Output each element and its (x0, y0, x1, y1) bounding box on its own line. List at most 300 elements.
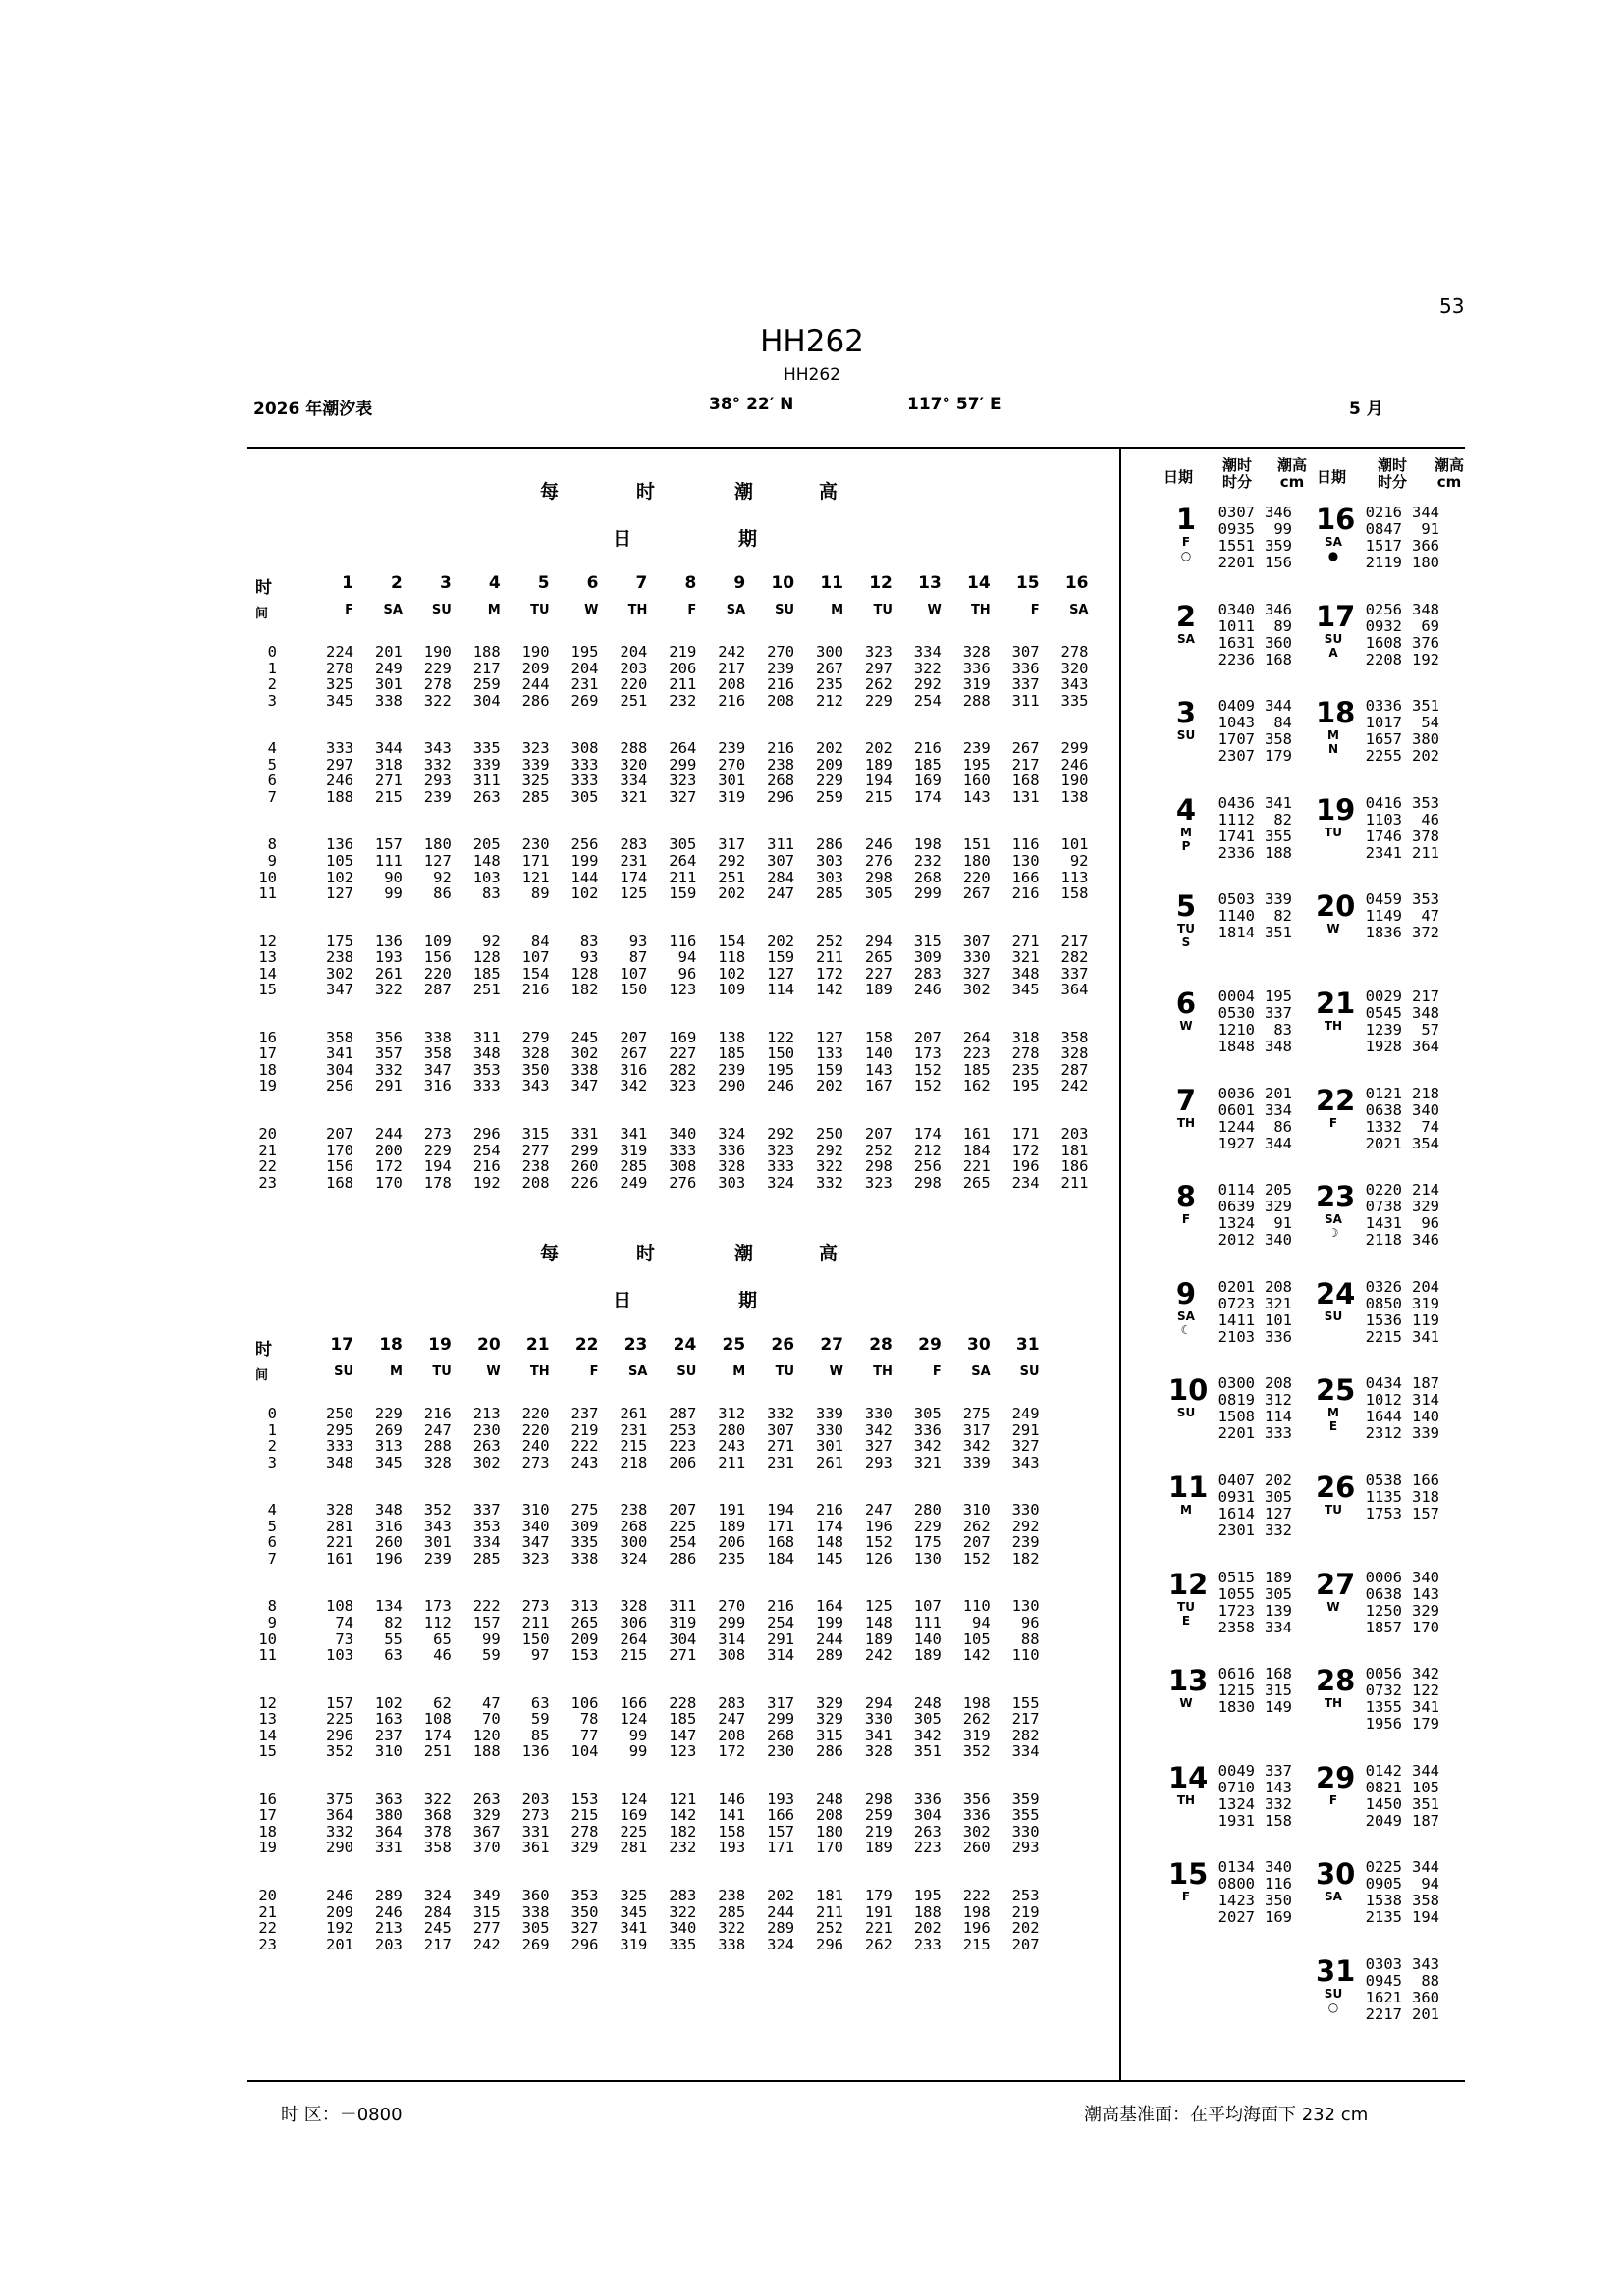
tide-time: 0945 (1365, 1972, 1402, 1990)
tide-time: 0142 (1365, 1761, 1402, 1780)
height-cell: 247 (864, 1501, 893, 1520)
height-cell: 202 (1011, 1919, 1040, 1938)
weekday: TU (1325, 825, 1342, 839)
height-cell: 319 (620, 1141, 648, 1159)
tide-time: 1657 (1365, 730, 1402, 749)
height-cell: 202 (816, 1077, 843, 1095)
tide-times (1351, 1472, 1402, 1522)
height-cell: 195 (570, 643, 599, 661)
height-cell: 172 (374, 1157, 403, 1176)
height-cell: 279 (521, 1028, 550, 1046)
tide-height: 214 (1412, 1181, 1439, 1200)
day-number: 12 (1168, 1567, 1209, 1601)
height-cell: 220 (521, 1405, 550, 1422)
weekday: SU (1324, 631, 1343, 646)
hour-cell: 8 (267, 1597, 277, 1616)
height-cell: 307 (962, 932, 991, 950)
tide-height: 119 (1412, 1310, 1439, 1329)
height-cell: 256 (570, 835, 599, 854)
day-tide-entry (1316, 891, 1439, 980)
height-cell: 175 (326, 932, 353, 950)
height-cell: 174 (620, 868, 648, 886)
height-cell: 330 (1011, 1501, 1040, 1520)
tide-time: 1508 (1218, 1408, 1255, 1426)
tide-time: 0601 (1218, 1100, 1255, 1119)
day-number: 3 (1175, 696, 1197, 730)
height-cell: 168 (1011, 772, 1040, 790)
height-cell: 164 (816, 1597, 843, 1616)
height-cell: 313 (374, 1437, 403, 1456)
table-row (0, 1631, 1119, 1648)
height-cell: 130 (913, 1549, 942, 1568)
day-number: 27 (820, 1335, 843, 1355)
height-cell: 99 (628, 1726, 648, 1744)
tide-times (1204, 505, 1255, 571)
height-cell: 85 (530, 1726, 550, 1744)
table-row (0, 1045, 1119, 1062)
tide-height: 94 (1421, 1875, 1439, 1894)
tide-time: 0638 (1365, 1584, 1402, 1603)
table-row (0, 1888, 1119, 1904)
day-number: 7 (1175, 1083, 1197, 1117)
table-row (0, 644, 1119, 661)
height-cell: 252 (816, 1919, 843, 1938)
height-cell: 269 (521, 1935, 550, 1953)
height-cell: 246 (326, 1887, 353, 1904)
height-cell: 249 (1011, 1405, 1040, 1422)
day-tide-entry (1316, 698, 1439, 786)
height-cell: 200 (374, 1141, 403, 1159)
height-cell: 105 (962, 1629, 991, 1648)
height-cell: 322 (669, 1902, 697, 1921)
height-cell: 323 (521, 739, 550, 758)
height-cell: 315 (913, 932, 942, 950)
tide-heights (1402, 1859, 1439, 1926)
table-row (0, 1438, 1119, 1455)
height-cell: 211 (816, 1902, 843, 1921)
grid-heading-char: 每 (540, 1243, 560, 1264)
height-cell: 92 (482, 932, 501, 950)
tide-height: 143 (1412, 1584, 1439, 1603)
hour-cell: 23 (258, 1173, 277, 1192)
table-row (0, 773, 1119, 789)
height-cell: 252 (816, 932, 843, 950)
tide-time: 1324 (1218, 1214, 1255, 1233)
height-cell: 299 (913, 884, 942, 903)
grid-heading-char: 高 (819, 481, 839, 503)
height-cell: 307 (767, 1420, 795, 1439)
height-cell: 148 (472, 851, 501, 870)
day-tide-entry (1168, 1666, 1292, 1754)
tide-heights (1402, 988, 1439, 1055)
height-cell: 321 (1011, 948, 1040, 967)
height-cell: 170 (326, 1141, 353, 1159)
day-tide-entry (1316, 505, 1439, 593)
height-cell: 211 (816, 948, 843, 967)
height-cell: 242 (1060, 1077, 1089, 1095)
height-cell: 327 (669, 787, 697, 806)
height-cell: 221 (962, 1157, 991, 1176)
tide-time: 0416 (1365, 793, 1402, 812)
height-cell: 343 (423, 739, 452, 758)
height-cell: 229 (816, 772, 843, 790)
height-cell: 339 (521, 755, 550, 774)
height-cell: 301 (374, 675, 403, 694)
tide-height: 360 (1265, 633, 1292, 652)
day-number: 31 (1015, 1335, 1040, 1355)
height-cell: 352 (962, 1742, 991, 1761)
height-cell: 152 (913, 1077, 942, 1095)
height-cell: 216 (718, 691, 746, 710)
height-cell: 171 (767, 1517, 795, 1535)
height-cell: 321 (620, 787, 648, 806)
day-tide-entry (1316, 599, 1439, 690)
tide-height: 341 (1265, 793, 1292, 812)
height-cell: 84 (530, 932, 550, 950)
height-cell: 252 (864, 1141, 893, 1159)
table-row (0, 982, 1119, 998)
height-cell: 319 (962, 1726, 991, 1744)
tide-heights (1402, 1279, 1439, 1346)
hour-cell: 6 (267, 1533, 277, 1552)
day-number: 13 (918, 573, 942, 593)
tide-height: 187 (1412, 1374, 1439, 1393)
height-cell: 121 (669, 1789, 697, 1808)
tide-height: 188 (1265, 843, 1292, 862)
table-row (0, 1695, 1119, 1712)
height-cell: 88 (1020, 1629, 1040, 1648)
height-cell: 141 (718, 1806, 746, 1825)
height-cell: 299 (669, 755, 697, 774)
weekday: F (589, 1364, 599, 1379)
grid-heading-char: 潮 (734, 1243, 754, 1264)
height-cell: 242 (718, 643, 746, 661)
day-tide-entry (1168, 891, 1292, 980)
height-cell: 287 (1060, 1060, 1089, 1079)
height-cell: 330 (864, 1710, 893, 1729)
height-cell: 191 (864, 1902, 893, 1921)
day-number: 6 (1175, 987, 1197, 1020)
tide-times (1204, 891, 1255, 941)
day-number: 14 (967, 573, 991, 593)
day-tide-entry (1168, 1083, 1292, 1174)
tide-height: 350 (1265, 1892, 1292, 1910)
day-number: 23 (623, 1335, 648, 1355)
tide-height: 211 (1412, 843, 1439, 862)
tide-heights (1255, 1279, 1292, 1346)
height-cell: 159 (816, 1060, 843, 1079)
day-tide-entry (1168, 599, 1292, 690)
height-cell: 242 (472, 1935, 501, 1953)
height-cell: 319 (620, 1935, 648, 1953)
height-cell: 271 (669, 1646, 697, 1665)
height-cell: 270 (718, 755, 746, 774)
tide-heights (1402, 602, 1439, 668)
height-cell: 322 (913, 659, 942, 677)
day-number: 1 (1175, 503, 1197, 536)
weekday: TH (529, 1364, 550, 1379)
table-row (0, 789, 1119, 806)
height-cell: 290 (326, 1839, 353, 1857)
height-cell: 161 (326, 1549, 353, 1568)
height-cell: 327 (864, 1437, 893, 1456)
weekday: SA (1177, 631, 1195, 646)
height-cell: 359 (1011, 1789, 1040, 1808)
tide-time: 0121 (1365, 1084, 1402, 1102)
height-cell: 348 (1011, 964, 1040, 983)
tide-height: 358 (1265, 730, 1292, 749)
tide-height: 344 (1412, 504, 1439, 521)
day-tide-entry (1316, 1956, 1439, 2045)
height-cell: 245 (423, 1919, 452, 1938)
height-cell: 329 (816, 1710, 843, 1729)
height-cell: 246 (1060, 755, 1089, 774)
height-cell: 198 (913, 835, 942, 854)
hour-cell: 9 (267, 1613, 277, 1631)
weekday: W (1179, 1019, 1193, 1033)
height-cell: 227 (864, 964, 893, 983)
tide-height: 332 (1265, 1794, 1292, 1813)
weekday: SA (726, 603, 746, 617)
day-number: 8 (1175, 1180, 1197, 1214)
height-cell: 338 (423, 1028, 452, 1046)
height-cell: 284 (767, 868, 795, 886)
height-cell: 269 (374, 1420, 403, 1439)
height-cell: 239 (423, 1549, 452, 1568)
height-cell: 333 (326, 739, 353, 758)
tide-height: 204 (1412, 1277, 1439, 1296)
height-cell: 316 (620, 1060, 648, 1079)
height-cell: 247 (767, 884, 795, 903)
weekday: F (1181, 535, 1191, 549)
tide-height: 319 (1412, 1294, 1439, 1312)
height-cell: 59 (530, 1710, 550, 1729)
height-cell: 158 (1060, 884, 1089, 903)
height-header-line: cm (1436, 473, 1462, 491)
height-cell: 262 (962, 1517, 991, 1535)
height-cell: 375 (326, 1789, 353, 1808)
height-cell: 273 (521, 1806, 550, 1825)
tide-times (1351, 891, 1402, 941)
height-cell: 229 (423, 1141, 452, 1159)
height-cell: 262 (962, 1710, 991, 1729)
tide-height: 169 (1265, 1908, 1292, 1927)
tide-height: 351 (1412, 697, 1439, 716)
height-cell: 196 (864, 1517, 893, 1535)
height-cell: 309 (570, 1517, 599, 1535)
height-cell: 305 (913, 1405, 942, 1422)
height-cell: 329 (570, 1839, 599, 1857)
tide-height: 305 (1265, 1584, 1292, 1603)
tide-height: 334 (1265, 1100, 1292, 1119)
height-cell: 311 (767, 835, 795, 854)
height-cell: 229 (374, 1405, 403, 1422)
height-cell: 353 (472, 1060, 501, 1079)
height-cell: 216 (767, 739, 795, 758)
height-cell: 321 (913, 1453, 942, 1471)
table-row (0, 1422, 1119, 1439)
tide-time: 0723 (1218, 1294, 1255, 1312)
height-cell: 294 (864, 932, 893, 950)
height-cell: 278 (1060, 643, 1089, 661)
height-cell: 99 (384, 884, 403, 903)
height-cell: 316 (423, 1077, 452, 1095)
height-cell: 288 (620, 739, 648, 758)
height-cell: 339 (472, 755, 501, 774)
height-cell: 220 (423, 964, 452, 983)
height-cell: 157 (374, 835, 403, 854)
tide-height: 353 (1412, 890, 1439, 909)
tide-time: 2208 (1365, 650, 1402, 668)
weekday: TU (432, 1364, 452, 1379)
weekday: TH (970, 603, 991, 617)
height-cell: 304 (472, 691, 501, 710)
weekday: F (1181, 1212, 1191, 1227)
tide-time: 2201 (1218, 1424, 1255, 1443)
time-column-header (1369, 457, 1416, 491)
day-number: 30 (1316, 1857, 1356, 1892)
height-cell: 342 (620, 1077, 648, 1095)
day-number: 9 (733, 573, 746, 593)
height-cell: 261 (816, 1453, 843, 1471)
height-cell: 150 (620, 981, 648, 999)
tide-time: 0049 (1218, 1761, 1255, 1780)
height-cell: 185 (472, 964, 501, 983)
height-cell: 347 (423, 1060, 452, 1079)
height-cell: 304 (669, 1629, 697, 1648)
tide-time: 1707 (1218, 730, 1255, 749)
height-cell: 166 (767, 1806, 795, 1825)
height-cell: 92 (1069, 851, 1089, 870)
weekday: S (1181, 935, 1191, 950)
hour-cell: 16 (258, 1789, 277, 1808)
hour-cell: 13 (258, 1710, 277, 1729)
table-row (0, 1791, 1119, 1808)
tide-height: 166 (1412, 1471, 1439, 1489)
height-cell: 128 (472, 948, 501, 967)
height-cell: 271 (767, 1437, 795, 1456)
day-number: 20 (1316, 889, 1356, 924)
height-cell: 347 (521, 1533, 550, 1552)
tide-times (1351, 1086, 1402, 1152)
height-cell: 364 (374, 1822, 403, 1841)
day-tide-entry (1168, 792, 1292, 883)
height-cell: 156 (326, 1157, 353, 1176)
hour-cell: 6 (267, 772, 277, 790)
height-cell: 198 (962, 1693, 991, 1712)
tide-time: 1239 (1365, 1021, 1402, 1039)
weekday: SA (1177, 1308, 1195, 1323)
weekday: F (1030, 603, 1040, 617)
tide-height: 202 (1265, 1471, 1292, 1489)
tide-time: 2201 (1218, 554, 1255, 571)
height-cell: 191 (718, 1501, 746, 1520)
tide-times (1204, 1375, 1255, 1442)
tide-time: 1928 (1365, 1038, 1402, 1055)
height-cell: 189 (864, 981, 893, 999)
tide-height: 74 (1421, 1117, 1439, 1136)
height-cell: 299 (718, 1613, 746, 1631)
tide-heights (1402, 698, 1439, 765)
height-cell: 356 (962, 1789, 991, 1808)
weekday: SU (1176, 1406, 1196, 1420)
height-cell: 225 (326, 1710, 353, 1729)
height-cell: 331 (521, 1822, 550, 1841)
height-cell: 140 (913, 1629, 942, 1648)
tide-height: 168 (1265, 650, 1292, 668)
day-number: 2 (1175, 599, 1197, 633)
tide-time: 0409 (1218, 697, 1255, 716)
tide-time: 2118 (1365, 1231, 1402, 1250)
height-cell: 190 (1060, 772, 1089, 790)
height-cell: 231 (620, 851, 648, 870)
tide-time: 0029 (1365, 988, 1402, 1005)
moon-phase-icon: ☽ (1327, 1226, 1339, 1241)
tide-time: 1423 (1218, 1892, 1255, 1910)
height-cell: 174 (816, 1517, 843, 1535)
hour-cell: 19 (258, 1839, 277, 1857)
height-cell: 331 (374, 1839, 403, 1857)
height-cell: 221 (864, 1919, 893, 1938)
hour-label-top: 时 (255, 1340, 272, 1360)
tide-time: 1753 (1365, 1505, 1402, 1522)
height-cell: 282 (669, 1060, 697, 1079)
tide-times (1351, 698, 1402, 765)
height-cell: 294 (864, 1693, 893, 1712)
tide-times (1204, 1666, 1255, 1716)
height-cell: 232 (669, 1839, 697, 1857)
weekday: M (732, 1364, 746, 1379)
day-tide-entry (1168, 988, 1292, 1077)
height-cell: 276 (669, 1173, 697, 1192)
height-cell: 333 (570, 772, 599, 790)
height-cell: 288 (962, 691, 991, 710)
height-cell: 275 (570, 1501, 599, 1520)
height-cell: 254 (767, 1613, 795, 1631)
tide-time: 0545 (1365, 1004, 1402, 1022)
height-cell: 342 (962, 1437, 991, 1456)
tide-height: 312 (1265, 1391, 1292, 1410)
weekday: W (1326, 1599, 1340, 1614)
tide-time: 1244 (1218, 1117, 1255, 1136)
height-cell: 296 (570, 1935, 599, 1953)
height-cell: 286 (816, 835, 843, 854)
tide-times (1351, 1859, 1402, 1926)
weekday: SA (383, 603, 403, 617)
height-cell: 90 (384, 868, 403, 886)
height-cell: 322 (423, 691, 452, 710)
height-cell: 193 (374, 948, 403, 967)
tide-height: 217 (1412, 988, 1439, 1005)
tide-heights (1255, 1182, 1292, 1249)
tide-height: 96 (1421, 1214, 1439, 1233)
table-row (0, 661, 1119, 677)
tide-height: 86 (1273, 1117, 1292, 1136)
height-cell: 217 (718, 659, 746, 677)
height-cell: 174 (913, 1125, 942, 1143)
height-cell: 231 (620, 1420, 648, 1439)
height-cell: 74 (335, 1613, 353, 1631)
hour-cell: 18 (258, 1822, 277, 1841)
weekday: SA (1325, 1212, 1342, 1227)
height-cell: 342 (913, 1437, 942, 1456)
height-cell: 345 (326, 691, 353, 710)
height-cell: 350 (570, 1902, 599, 1921)
height-cell: 259 (864, 1806, 893, 1825)
height-cell: 344 (374, 739, 403, 758)
weekday: SA (971, 1364, 991, 1379)
height-cell: 106 (570, 1693, 599, 1712)
